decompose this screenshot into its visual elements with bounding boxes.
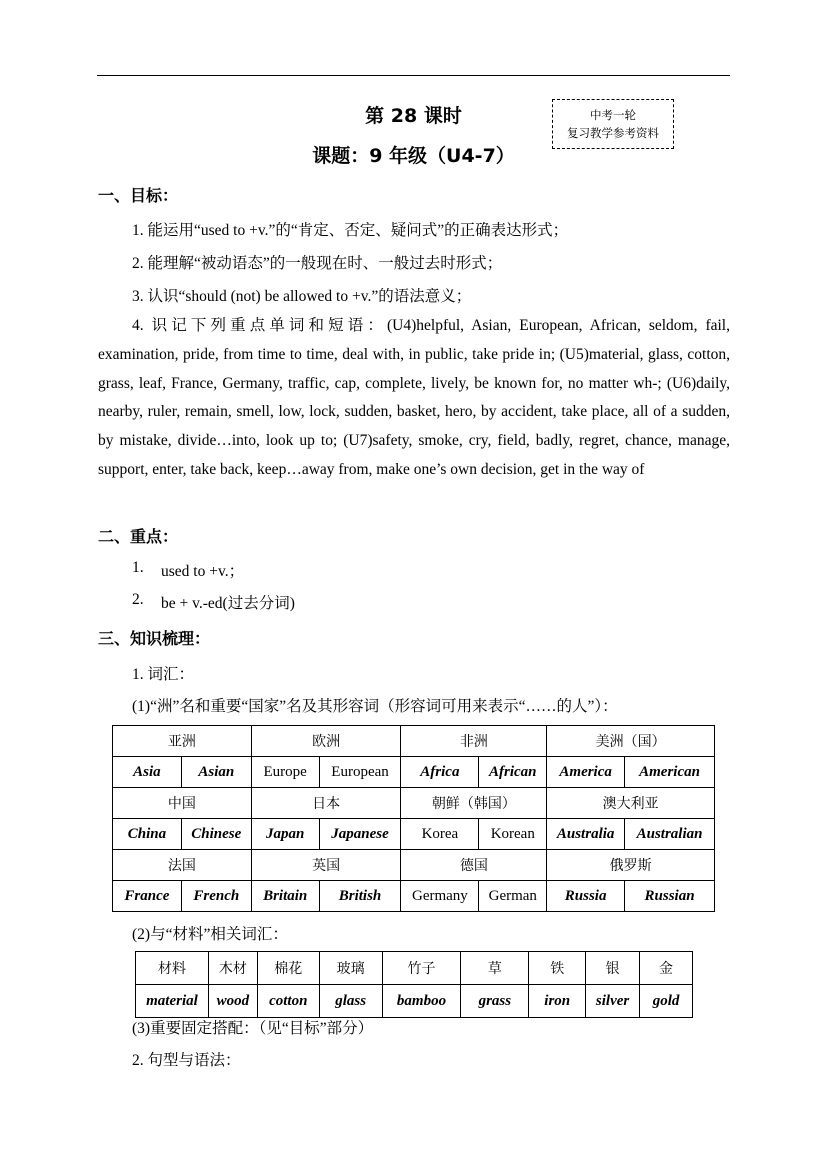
country-noun-cell: France <box>113 881 182 912</box>
stamp-line-2: 复习教学参考资料 <box>567 126 659 140</box>
country-adjective-cell: Australian <box>625 819 715 850</box>
material-english-cell: bamboo <box>382 985 461 1018</box>
vocab-label: 1. 词汇： <box>132 666 195 683</box>
material-english-cell: wood <box>208 985 257 1018</box>
material-chinese-cell: 棉花 <box>257 952 319 985</box>
material-english-cell: grass <box>461 985 529 1018</box>
region-name-cell: 欧洲 <box>251 726 401 757</box>
country-noun-cell: Asia <box>113 757 182 788</box>
keypoint-2-text: be + v.-ed(过去分词) <box>161 595 295 612</box>
country-noun-cell: Korea <box>401 819 479 850</box>
country-noun-cell: China <box>113 819 182 850</box>
grammar-label: 2. 句型与语法： <box>132 1052 241 1069</box>
country-adjective-cell: British <box>319 881 401 912</box>
material-english-cell: iron <box>529 985 586 1018</box>
material-english-cell: material <box>136 985 209 1018</box>
country-adjective-cell: African <box>479 757 547 788</box>
topic-title: 课题：9 年级（U4-7） <box>312 145 515 167</box>
material-chinese-cell: 草 <box>461 952 529 985</box>
region-name-cell: 法国 <box>113 850 252 881</box>
materials-label: (2)与“材料”相关词汇： <box>132 926 288 943</box>
keypoint-1-number: 1. <box>132 559 144 576</box>
phrases-label: (3)重要固定搭配：（见“目标”部分） <box>132 1020 374 1037</box>
region-name-cell: 朝鲜（韩国） <box>401 788 547 819</box>
goal-item-1: 1. 能运用“used to +v.”的“肯定、否定、疑问式”的正确表达形式； <box>132 222 569 239</box>
material-chinese-cell: 竹子 <box>382 952 461 985</box>
country-noun-cell: Japan <box>251 819 319 850</box>
material-chinese-cell: 木材 <box>208 952 257 985</box>
material-english-cell: glass <box>319 985 382 1018</box>
header-rule <box>97 75 730 76</box>
country-adjective-cell: Chinese <box>181 819 251 850</box>
country-adjective-cell: Russian <box>625 881 715 912</box>
country-noun-cell: Europe <box>251 757 319 788</box>
goal-item-2: 2. 能理解“被动语态”的一般现在时、一般过去时形式； <box>132 255 503 272</box>
material-english-cell: cotton <box>257 985 319 1018</box>
keypoint-2-number: 2. <box>132 591 144 608</box>
goal-item-4-text: 4. 识记下列重点单词和短语：(U4)helpful, Asian, European, African, seldom, fail, examination, pride, from time to time, deal with, in public, take pride in; (U5)material, glass, cotton, grass, leaf, France, Germany, traffic, cap, complete, lively, be known for, no matter wh-; (U6)daily, nearby, ruler, remain, smell, low, lock, sudden, basket, hero, by accident, take place, all of a sudden, by mistake, divide…into, look up to; (U7)safety, smoke, cry, field, badly, regret, chance, manage, support, enter, take back, keep…away from, make one’s own decision, get in the way of <box>98 317 730 478</box>
section-knowledge-heading: 三、知识梳理： <box>98 629 211 648</box>
country-noun-cell: Australia <box>547 819 625 850</box>
material-chinese-cell: 铁 <box>529 952 586 985</box>
lesson-title: 第 28 课时 <box>365 105 462 127</box>
region-name-cell: 英国 <box>251 850 401 881</box>
keypoint-1-text: used to +v.； <box>161 563 245 580</box>
region-name-cell: 德国 <box>401 850 547 881</box>
material-chinese-cell: 银 <box>586 952 640 985</box>
country-adjective-cell: Asian <box>181 757 251 788</box>
region-name-cell: 俄罗斯 <box>547 850 715 881</box>
country-adjective-cell: European <box>319 757 401 788</box>
country-adjective-cell: Korean <box>479 819 547 850</box>
country-adjective-cell: American <box>625 757 715 788</box>
region-name-cell: 亚洲 <box>113 726 252 757</box>
material-chinese-cell: 材料 <box>136 952 209 985</box>
continents-countries-table <box>112 725 715 912</box>
material-chinese-cell: 金 <box>640 952 693 985</box>
region-name-cell: 澳大利亚 <box>547 788 715 819</box>
region-name-cell: 美洲（国） <box>547 726 715 757</box>
section-goals-heading: 一、目标： <box>98 186 179 205</box>
country-noun-cell: Russia <box>547 881 625 912</box>
country-adjective-cell: French <box>181 881 251 912</box>
goal-item-4 <box>98 312 730 485</box>
reference-stamp <box>552 99 674 149</box>
region-name-cell: 中国 <box>113 788 252 819</box>
country-noun-cell: America <box>547 757 625 788</box>
goal-item-3: 3. 认识“should (not) be allowed to +v.”的语法意义； <box>132 288 472 305</box>
material-english-cell: gold <box>640 985 693 1018</box>
continents-label: (1)“洲”名和重要“国家”名及其形容词（形容词可用来表示“……的人”）： <box>132 698 618 715</box>
country-noun-cell: Africa <box>401 757 479 788</box>
country-noun-cell: Britain <box>251 881 319 912</box>
section-keypoints-heading: 二、重点： <box>98 527 179 546</box>
region-name-cell: 非洲 <box>401 726 547 757</box>
material-english-cell: silver <box>586 985 640 1018</box>
country-noun-cell: Germany <box>401 881 479 912</box>
stamp-line-1: 中考一轮 <box>590 108 636 122</box>
region-name-cell: 日本 <box>251 788 401 819</box>
country-adjective-cell: Japanese <box>319 819 401 850</box>
materials-table <box>135 951 693 1018</box>
country-adjective-cell: German <box>479 881 547 912</box>
material-chinese-cell: 玻璃 <box>319 952 382 985</box>
